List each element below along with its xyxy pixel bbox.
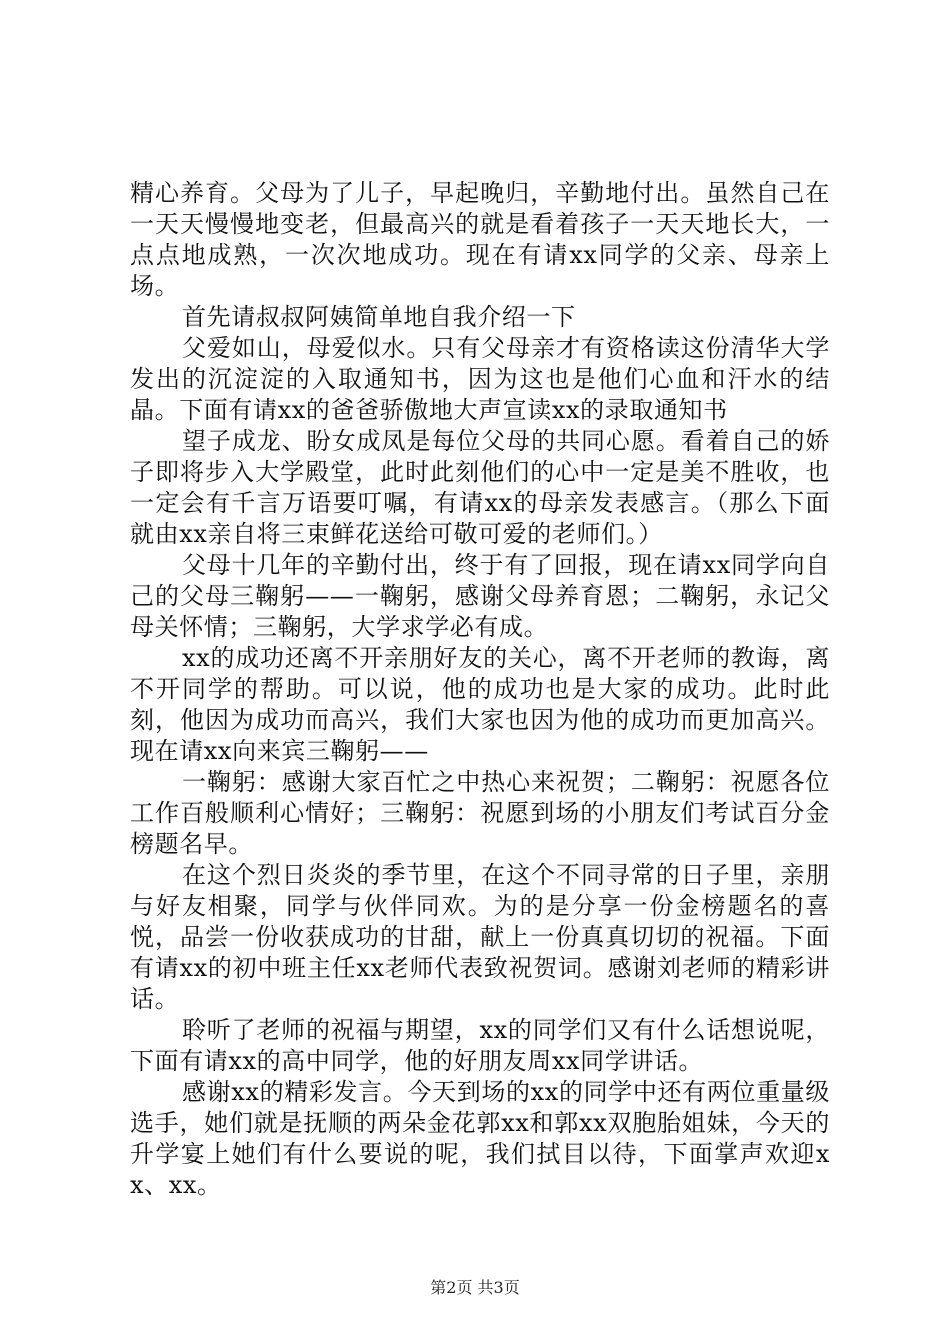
paragraph: 父母十几年的辛勤付出，终于有了回报，现在请xx同学向自己的父母三鞠躬——一鞠躬，感谢父母养育恩；二鞠躬，永记父母关怀情；三鞠躬，大学求学必有成。 [130,551,830,641]
paragraph: 聆听了老师的祝福与期望，xx的同学们又有什么话想说呢，下面有请xx的高中同学，他的好朋友周xx同学讲话。 [130,1016,830,1075]
paragraph: xx的成功还离不开亲朋好友的关心，离不开老师的教诲，离不开同学的帮助。可以说，他的成功也是大家的成功。此时此刻，他因为成功而高兴，我们大家也因为他的成功而更加高兴。现在请xx向来宾三鞠躬—— [130,644,830,765]
paragraph: 在这个烈日炎炎的季节里，在这个不同寻常的日子里，亲朋与好友相聚，同学与伙伴同欢。为的是分享一份金榜题名的喜悦，品尝一份收获成功的甘甜，献上一份真真切切的祝福。下面有请xx的初中班主任xx老师代表致祝贺词。感谢刘老师的精彩讲话。 [130,861,830,1013]
paragraph: 父爱如山，母爱似水。只有父母亲才有资格读这份清华大学发出的沉淀淀的入取通知书，因为这也是他们心血和汗水的结晶。下面有请xx的爸爸骄傲地大声宣读xx的录取通知书 [130,334,830,424]
paragraph: 感谢xx的精彩发言。今天到场的xx的同学中还有两位重量级选手，她们就是抚顺的两朵金花郭xx和郭xx双胞胎姐妹，今天的升学宴上她们有什么要说的呢，我们拭目以待，下面掌声欢迎xx、xx。 [130,1078,830,1199]
paragraph: 望子成龙、盼女成凤是每位父母的共同心愿。看着自己的娇子即将步入大学殿堂，此时此刻他们的心中一定是美不胜收，也一定会有千言万语要叮嘱，有请xx的母亲发表感言。（那么下面就由xx亲自将三束鲜花送给可敬可爱的老师们。） [130,427,830,548]
paragraph: 首先请叔叔阿姨简单地自我介绍一下 [182,303,576,331]
document-body [130,178,830,1201]
page-number-footer: 第2页 共3页 [430,1278,520,1297]
paragraph: 精心养育。父母为了儿子，早起晚归，辛勤地付出。虽然自己在一天天慢慢地变老，但最高兴的就是看着孩子一天天地长大，一点点地成熟，一次次地成功。现在有请xx同学的父亲、母亲上场。 [130,179,830,300]
paragraph: 一鞠躬：感谢大家百忙之中热心来祝贺；二鞠躬：祝愿各位工作百般顺利心情好；三鞠躬：祝愿到场的小朋友们考试百分金榜题名早。 [130,768,830,858]
